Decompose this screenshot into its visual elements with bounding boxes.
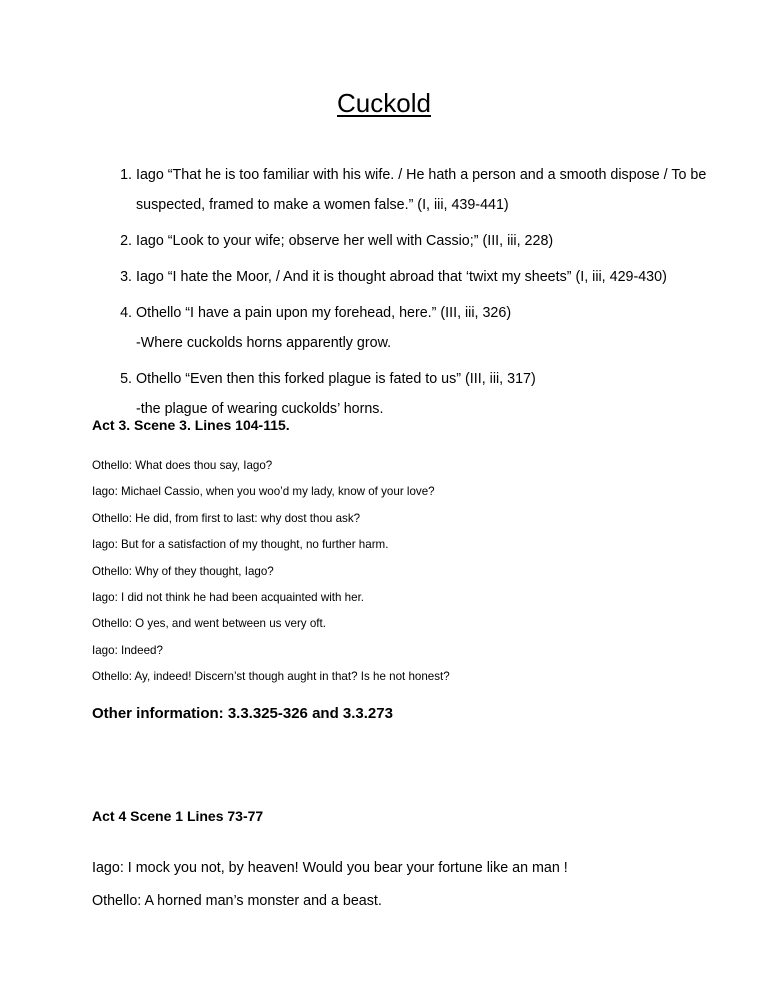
dialogue-line: Iago: Michael Cassio, when you woo’d my lady, know of your love? <box>92 485 435 499</box>
other-information: Other information: 3.3.325-326 and 3.3.273 <box>92 705 393 722</box>
dialogue-line: Iago: Indeed? <box>92 643 163 657</box>
quote-text: Iago “I hate the Moor, / And it is thought abroad that ‘twixt my sheets” (I, iii, 429-430) <box>136 269 667 285</box>
list-item <box>136 160 756 220</box>
quote-text: Iago “Look to your wife; observe her well with Cassio;” (III, iii, 228) <box>136 233 554 249</box>
quote-note: -Where cuckolds horns apparently grow. <box>136 335 392 351</box>
list-item <box>136 226 756 256</box>
quote-note: -the plague of wearing cuckolds’ horns. <box>136 401 384 417</box>
dialogue-line: Iago: But for a satisfaction of my thought, no further harm. <box>92 538 389 552</box>
page-title: Cuckold <box>337 88 431 118</box>
dialogue-line: Othello: A horned man’s monster and a beast. <box>92 893 382 909</box>
quote-text: Othello “I have a pain upon my forehead, here.” (III, iii, 326) <box>136 305 512 321</box>
dialogue-line: Othello: He did, from first to last: why dost thou ask? <box>92 511 361 525</box>
list-item <box>136 298 756 358</box>
list-item <box>136 262 756 292</box>
dialogue-line: Othello: O yes, and went between us very oft. <box>92 617 326 631</box>
section-heading: Act 3. Scene 3. Lines 104-115. <box>92 417 290 433</box>
dialogue-line: Othello: Why of they thought, Iago? <box>92 564 274 578</box>
quote-text: Othello “Even then this forked plague is fated to us” (III, iii, 317) <box>136 371 536 387</box>
dialogue-line: Iago: I did not think he had been acquainted with her. <box>92 590 365 604</box>
dialogue-line: Iago: I mock you not, by heaven! Would you bear your fortune like an man ! <box>92 860 568 876</box>
quote-text: Iago “That he is too familiar with his wife. / He hath a person and a smooth dispose / To be suspected, framed to make a women false.” (I, iii, 439-441) <box>136 167 707 213</box>
dialogue-line: Othello: What does thou say, Iago? <box>92 459 273 472</box>
section-heading: Act 4 Scene 1 Lines 73-77 <box>92 808 264 824</box>
dialogue-line: Othello: Ay, indeed! Discern’st though aught in that? Is he not honest? <box>92 670 450 684</box>
dialogue-block <box>92 458 712 696</box>
list-item <box>136 364 756 424</box>
quote-list <box>92 160 756 430</box>
